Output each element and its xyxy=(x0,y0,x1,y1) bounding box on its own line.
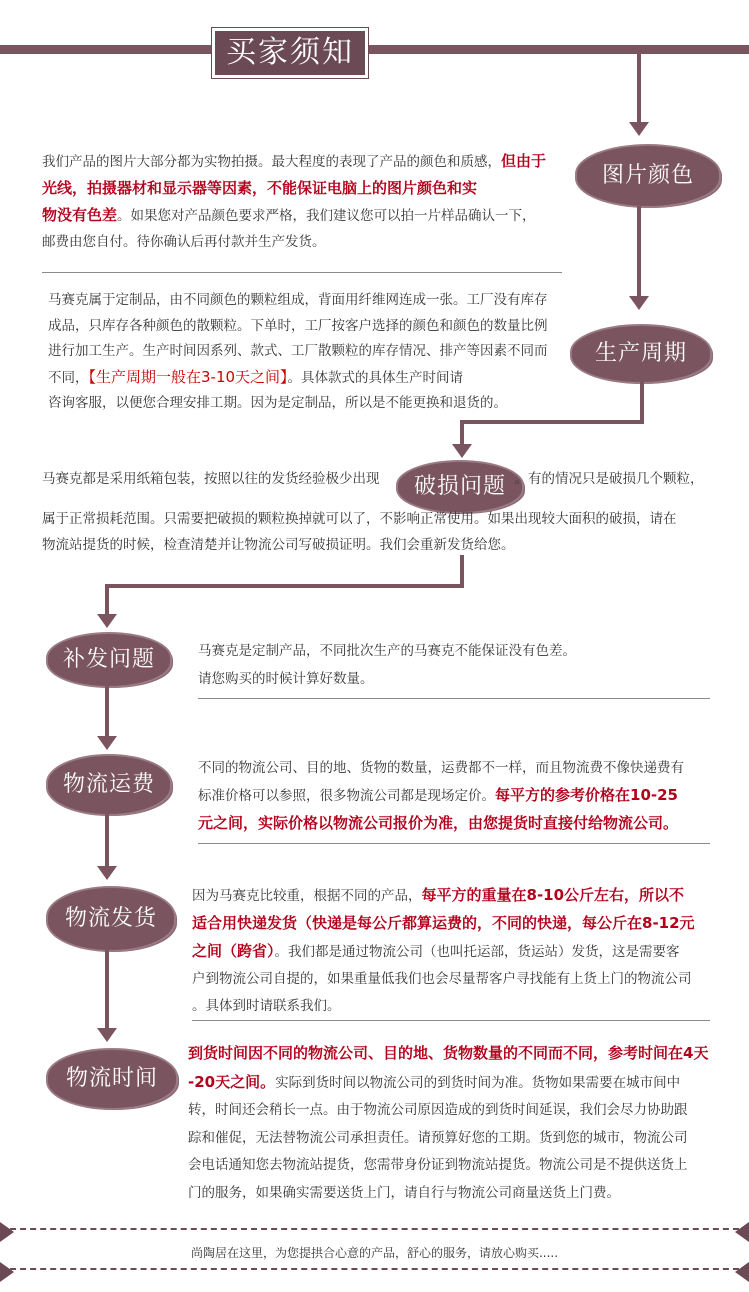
highlight-text: 光线，拍摄器材和显示器等因素，不能保证电脑上的图片颜色和实 xyxy=(42,179,478,197)
text-line: 属于正常损耗范围。只需要把破损的颗粒换掉就可以了，不影响正常使用。如果出现较大面积的破损，请在 xyxy=(42,511,677,527)
text-line: 。我们都是通过物流公司（也叫托运部，货运站）发货，这是需要客 xyxy=(274,944,680,960)
text-line: 咨询客服，以便您合理安排工期。因为是定制品，所以是不能更换和退货的。 xyxy=(48,395,507,411)
footer-divider-bottom xyxy=(0,1268,749,1271)
highlight-text: 到货时间因不同的物流公司、目的地、货物数量的不同而不同，参考时间在4天 xyxy=(188,1044,709,1062)
footer-divider-top xyxy=(0,1228,749,1231)
connector-line xyxy=(460,420,464,446)
text-line: 。有的情况只是破损几个颗粒， xyxy=(514,471,704,487)
text-line: 不同， xyxy=(48,369,89,386)
badge-freight: 物流运费 xyxy=(48,756,170,814)
connector-line xyxy=(105,814,109,868)
badge-shipping: 物流发货 xyxy=(48,888,174,950)
text-line: 标准价格可以参照，很多物流公司都是现场定价。 xyxy=(198,788,495,804)
footer-ornament-right xyxy=(735,1262,749,1282)
text-line: 马赛克都是采用纸箱包装，按照以往的发货经验极少出现 xyxy=(42,471,380,487)
text-line: 转，时间还会稍长一点。由于物流公司原因造成的到货时间延误，我们会尽力协助跟 xyxy=(188,1102,688,1118)
text-line: 邮费由您自付。待你确认后再付款并生产发货。 xyxy=(42,234,326,250)
text-line: 进行加工生产。生产时间因系列、款式、工厂散颗粒的库存情况、排产等因素不同而 xyxy=(48,343,548,359)
page-title: 买家须知 xyxy=(212,28,368,78)
text-line: 马赛克是定制产品，不同批次生产的马赛克不能保证没有色差。 xyxy=(198,643,576,659)
highlight-text: 元之间，实际价格以物流公司报价为准，由您提货时直接付给物流公司。 xyxy=(198,814,679,832)
arrow-down-icon xyxy=(97,866,117,880)
footer-ornament-left xyxy=(0,1222,14,1242)
section-freight-text xyxy=(198,755,728,838)
highlight-text: 每平方的参考价格在10-25 xyxy=(495,786,678,804)
header-bar xyxy=(0,45,749,54)
text-line: 不同的物流公司、目的地、货物的数量，运费都不一样，而且物流费不像快递费有 xyxy=(198,760,684,776)
text-line: 踪和催促，无法替物流公司承担责任。请预算好您的工期。货到您的城市，物流公司 xyxy=(188,1129,688,1146)
text-line: 会电话通知您去物流站提货，您需带身份证到物流站提货。物流公司是不提供送货上 xyxy=(188,1157,688,1173)
connector-line xyxy=(105,584,464,588)
arrow-down-icon xyxy=(97,736,117,750)
footer-ornament-right xyxy=(735,1222,749,1242)
section-time-text xyxy=(188,1040,736,1207)
text-line: 因为马赛克比较重，根据不同的产品， xyxy=(192,888,422,904)
section-damage-text xyxy=(42,466,742,558)
highlight-text: 【生产周期一般在3-10天之间】 xyxy=(88,367,288,386)
separator xyxy=(198,843,710,844)
text-line: 物流站提货的时候，检查清楚并让物流公司写破损证明。我们会重新发货给您。 xyxy=(42,537,515,553)
connector-line xyxy=(460,555,464,587)
section-photo-text xyxy=(42,148,582,255)
separator xyxy=(198,698,710,699)
connector-line xyxy=(105,584,109,616)
badge-photo-color: 图片颜色 xyxy=(577,146,719,206)
highlight-text: 但由于 xyxy=(501,152,547,170)
text-line: 请您购买的时候计算好数量。 xyxy=(198,671,374,687)
badge-reissue: 补发问题 xyxy=(48,634,170,686)
text-line: 门的服务，如果确实需要送货上门，请自行与物流公司商量送货上门费。 xyxy=(188,1184,620,1201)
connector-line xyxy=(105,686,109,738)
connector-line xyxy=(460,420,644,424)
text-line: 。具体款式的具体生产时间请 xyxy=(287,369,464,386)
connector-line xyxy=(637,206,641,298)
text-line: 。具体到时请联系我们。 xyxy=(192,998,341,1014)
highlight-text: 适合用快递发货（快递是每公斤都算运费的，不同的快递，每公斤在8-12元 xyxy=(192,914,695,932)
footer-ornament-left xyxy=(0,1262,14,1282)
section-cycle-text xyxy=(48,288,588,417)
arrow-down-icon xyxy=(97,614,117,628)
text-line: 户到物流公司自提的，如果重量低我们也会尽量帮客户寻找能有上货上门的物流公司 xyxy=(192,971,692,987)
connector-line xyxy=(105,950,109,1030)
text-line: 。如果您对产品颜色要求严格，我们建议您可以拍一片样品确认一下， xyxy=(117,208,536,224)
section-reissue-text xyxy=(198,637,718,693)
highlight-text: 之间（跨省） xyxy=(192,942,275,960)
highlight-text: -20天之间。 xyxy=(188,1072,276,1091)
connector-line xyxy=(637,54,641,124)
text-line: 马赛克属于定制品，由不同颜色的颗粒组成，背面用纤维网连成一张。工厂没有库存 xyxy=(48,292,548,308)
text-line: 成品，只库存各种颜色的散颗粒。下单时，工厂按客户选择的颜色和颜色的数量比例 xyxy=(48,317,548,334)
arrow-down-icon xyxy=(452,444,472,458)
separator xyxy=(192,1020,710,1021)
text-line: 我们产品的图片大部分都为实物拍摄。最大程度的表现了产品的颜色和质感， xyxy=(42,154,501,170)
footer-text: 尚陶居在这里，为您提拱合心意的产品，舒心的服务，请放心购买..... xyxy=(190,1246,559,1260)
arrow-down-icon xyxy=(629,296,649,310)
separator xyxy=(42,272,562,273)
connector-line xyxy=(640,382,644,422)
text-line: 实际到货时间以物流公司的到货时间为准。货物如果需要在城市间中 xyxy=(275,1074,681,1091)
section-shipping-text xyxy=(192,882,732,1020)
badge-production-cycle: 生产周期 xyxy=(572,326,710,382)
badge-logistics-time: 物流时间 xyxy=(48,1050,176,1108)
arrow-down-icon xyxy=(97,1028,117,1042)
highlight-text: 每平方的重量在8-10公斤左右，所以不 xyxy=(421,886,685,904)
highlight-text: 物没有色差 xyxy=(42,206,118,224)
arrow-down-icon xyxy=(629,122,649,136)
badge-damage: 破损问题 xyxy=(398,462,522,512)
